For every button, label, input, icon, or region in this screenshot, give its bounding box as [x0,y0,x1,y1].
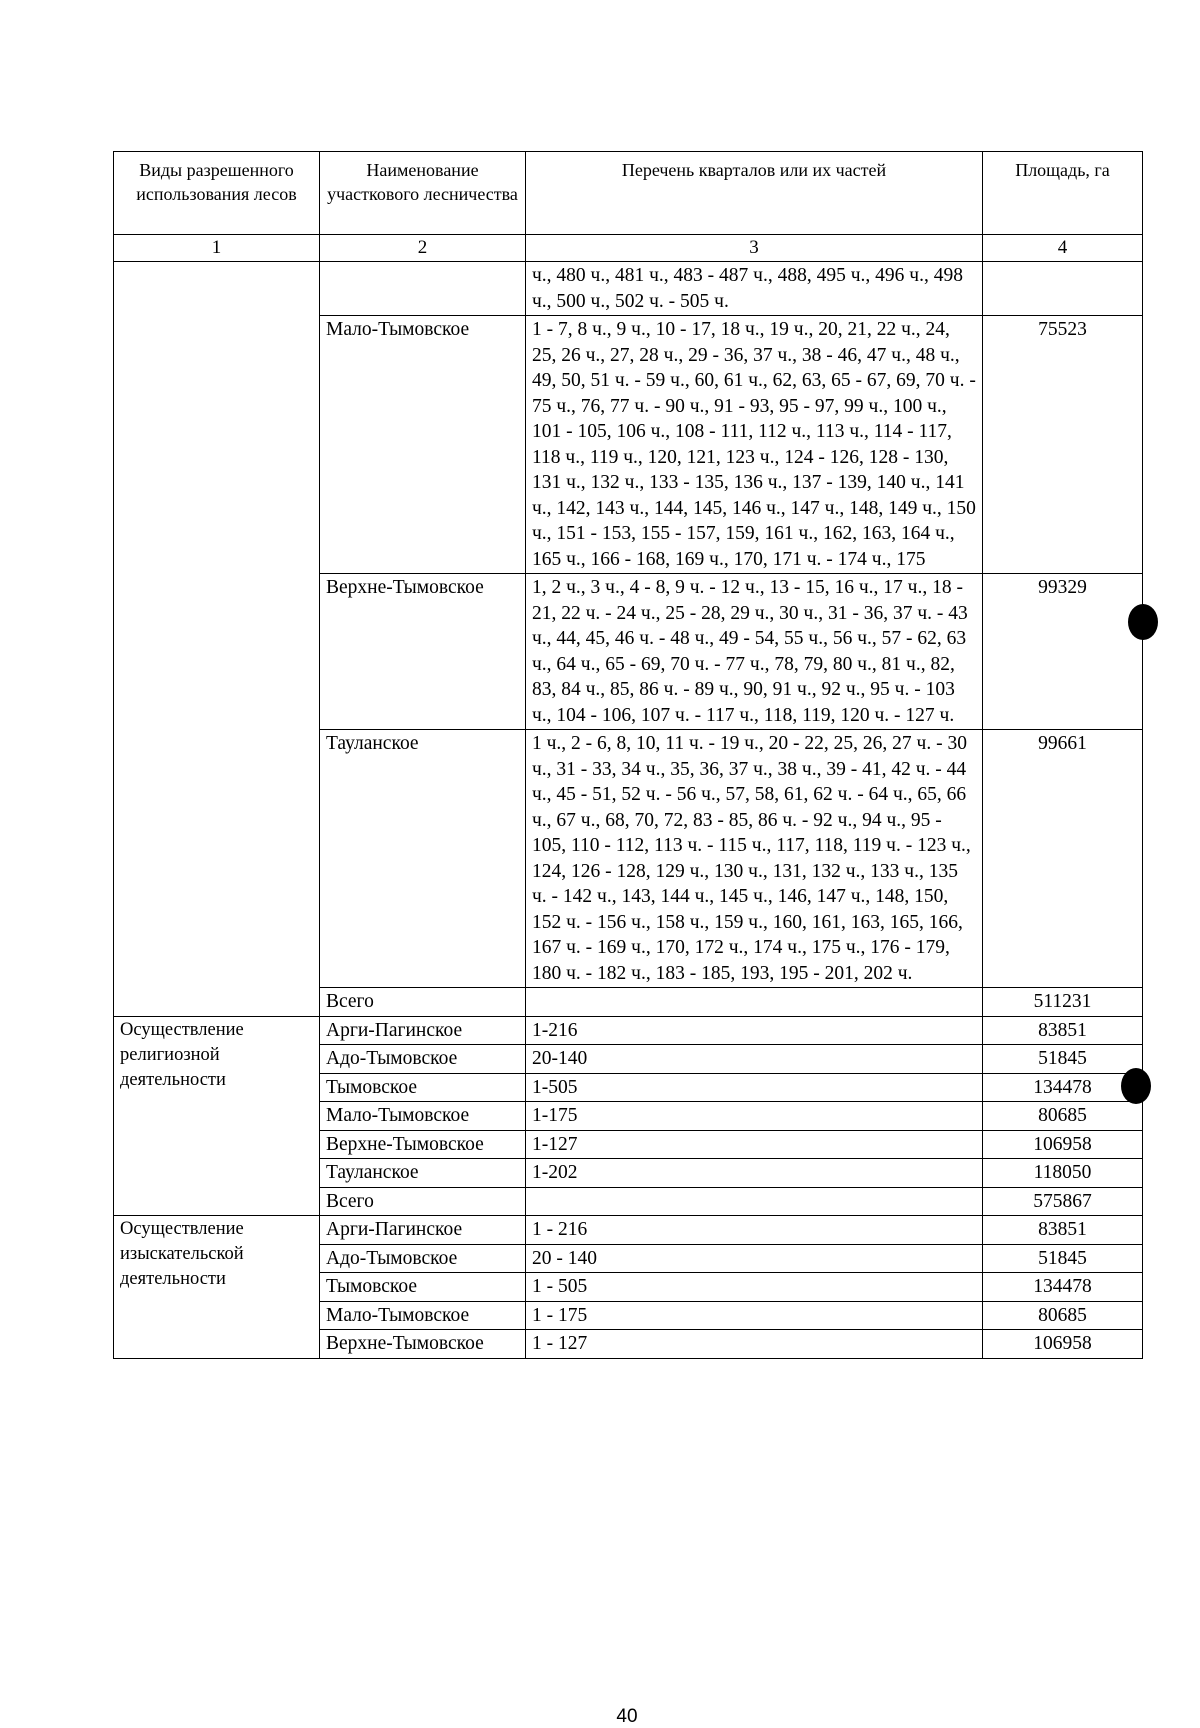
area-cell: 83851 [983,1216,1143,1245]
area-cell: 51845 [983,1045,1143,1074]
quarters-cell [526,988,983,1017]
forestry-cell: Всего [320,1187,526,1216]
quarters-cell: 20 - 140 [526,1244,983,1273]
forestry-cell: Тымовское [320,1273,526,1302]
quarters-cell: 1 - 216 [526,1216,983,1245]
column-number: 3 [526,235,983,262]
area-cell: 99661 [983,730,1143,988]
quarters-cell: 1-216 [526,1016,983,1045]
forestry-cell: Верхне-Тымовское [320,1330,526,1359]
quarters-cell: 1-127 [526,1130,983,1159]
table-row [114,1216,1143,1245]
header-quarters: Перечень кварталов или их частей [526,152,983,235]
column-number: 1 [114,235,320,262]
quarters-cell: 1-175 [526,1102,983,1131]
area-cell [983,262,1143,316]
forestry-cell: Тауланское [320,730,526,988]
quarters-cell: 1 - 505 [526,1273,983,1302]
forestry-cell: Арги-Пагинское [320,1216,526,1245]
header-forestry-name: Наименование участкового лесничества [320,152,526,235]
area-cell: 511231 [983,988,1143,1017]
quarters-cell: 1, 2 ч., 3 ч., 4 - 8, 9 ч. - 12 ч., 13 - 15, 16 ч., 17 ч., 18 - 21, 22 ч. - 24 ч., 25 - 28, 29 ч., 30 ч., 31 - 36, 37 ч. - 43 ч., 44, 45, 46 ч. - 48 ч., 49 - 54, 55 ч., 56 ч., 57 - 62, 63 ч., 64 ч., 65 - 69, 70 ч. - 77 ч., 78, 79, 80 ч., 81 ч., 82, 83, 84 ч., 85, 86 ч. - 89 ч., 90, 91 ч., 92 ч., 95 ч. - 103 ч., 104 - 106, 107 ч. - 117 ч., 118, 119, 120 ч. - 127 ч. [526,574,983,730]
forest-use-table [113,151,1143,1359]
page-number: 40 [616,1706,638,1727]
area-cell: 80685 [983,1301,1143,1330]
area-cell: 80685 [983,1102,1143,1131]
punch-hole-mark [1128,604,1158,640]
area-cell: 118050 [983,1159,1143,1188]
forestry-cell: Мало-Тымовское [320,316,526,574]
quarters-cell: 1 - 7, 8 ч., 9 ч., 10 - 17, 18 ч., 19 ч., 20, 21, 22 ч., 24, 25, 26 ч., 27, 28 ч., 29 - 36, 37 ч., 38 - 46, 47 ч., 48 ч., 49, 50, 51 ч. - 59 ч., 60, 61 ч., 62, 63, 65 - 67, 69, 70 ч. - 75 ч., 76, 77 ч. - 90 ч., 91 - 93, 95 - 97, 99 ч., 100 ч., 101 - 105, 106 ч., 108 - 111, 112 ч., 113 ч., 114 - 117, 118 ч., 119 ч., 120, 121, 123 ч., 124 - 126, 128 - 130, 131 ч., 132 ч., 133 - 135, 136 ч., 137 - 139, 140 ч., 141 ч., 142, 143 ч., 144, 145, 146 ч., 147 ч., 148, 149 ч., 150 ч., 151 - 153, 155 - 157, 159, 161 ч., 162, 163, 164 ч., 165 ч., 166 - 168, 169 ч., 170, 171 ч. - 174 ч., 175 [526,316,983,574]
punch-hole-mark [1121,1068,1151,1104]
forestry-cell: Мало-Тымовское [320,1301,526,1330]
column-number: 4 [983,235,1143,262]
quarters-cell: 1-505 [526,1073,983,1102]
forestry-cell: Всего [320,988,526,1017]
header-row [114,152,1143,235]
quarters-cell: ч., 480 ч., 481 ч., 483 - 487 ч., 488, 495 ч., 496 ч., 498 ч., 500 ч., 502 ч. - 505 ч. [526,262,983,316]
use-type-cell: Осуществление религиозной деятельности [114,1016,320,1216]
header-use-type: Виды разрешенного использования лесов [114,152,320,235]
area-cell: 51845 [983,1244,1143,1273]
quarters-cell: 1 - 127 [526,1330,983,1359]
area-cell: 83851 [983,1016,1143,1045]
table-row [114,262,1143,316]
forestry-cell: Верхне-Тымовское [320,1130,526,1159]
area-cell: 106958 [983,1330,1143,1359]
quarters-cell: 1-202 [526,1159,983,1188]
forestry-cell: Адо-Тымовское [320,1045,526,1074]
area-cell: 106958 [983,1130,1143,1159]
column-number-row [114,235,1143,262]
use-type-cell: Осуществление изыскательской деятельности [114,1216,320,1359]
forestry-cell [320,262,526,316]
quarters-cell: 1 - 175 [526,1301,983,1330]
quarters-cell: 1 ч., 2 - 6, 8, 10, 11 ч. - 19 ч., 20 - 22, 25, 26, 27 ч. - 30 ч., 31 - 33, 34 ч., 35, 36, 37 ч., 38 ч., 39 - 41, 42 ч. - 44 ч., 45 - 51, 52 ч. - 56 ч., 57, 58, 61, 62 ч. - 64 ч., 65, 66 ч., 67 ч., 68, 70, 72, 83 - 85, 86 ч. - 92 ч., 94 ч., 95 - 105, 110 - 112, 113 ч. - 115 ч., 117, 118, 119 ч. - 123 ч., 124, 126 - 128, 129 ч., 130 ч., 131, 132 ч., 133 ч., 135 ч. - 142 ч., 143, 144 ч., 145 ч., 146, 147 ч., 148, 150, 152 ч. - 156 ч., 158 ч., 159 ч., 160, 161, 163, 165, 166, 167 ч. - 169 ч., 170, 172 ч., 174 ч., 175 ч., 176 - 179, 180 ч. - 182 ч., 183 - 185, 193, 195 - 201, 202 ч. [526,730,983,988]
area-cell: 575867 [983,1187,1143,1216]
forestry-cell: Арги-Пагинское [320,1016,526,1045]
forestry-cell: Тауланское [320,1159,526,1188]
area-cell: 99329 [983,574,1143,730]
forestry-cell: Тымовское [320,1073,526,1102]
area-cell: 134478 [983,1273,1143,1302]
area-cell: 75523 [983,316,1143,574]
header-area: Площадь, га [983,152,1143,235]
column-number: 2 [320,235,526,262]
forestry-cell: Верхне-Тымовское [320,574,526,730]
table-row [114,1016,1143,1045]
forestry-cell: Мало-Тымовское [320,1102,526,1131]
use-type-cell [114,262,320,1017]
forestry-cell: Адо-Тымовское [320,1244,526,1273]
quarters-cell [526,1187,983,1216]
quarters-cell: 20-140 [526,1045,983,1074]
area-cell: 134478 [983,1073,1143,1102]
